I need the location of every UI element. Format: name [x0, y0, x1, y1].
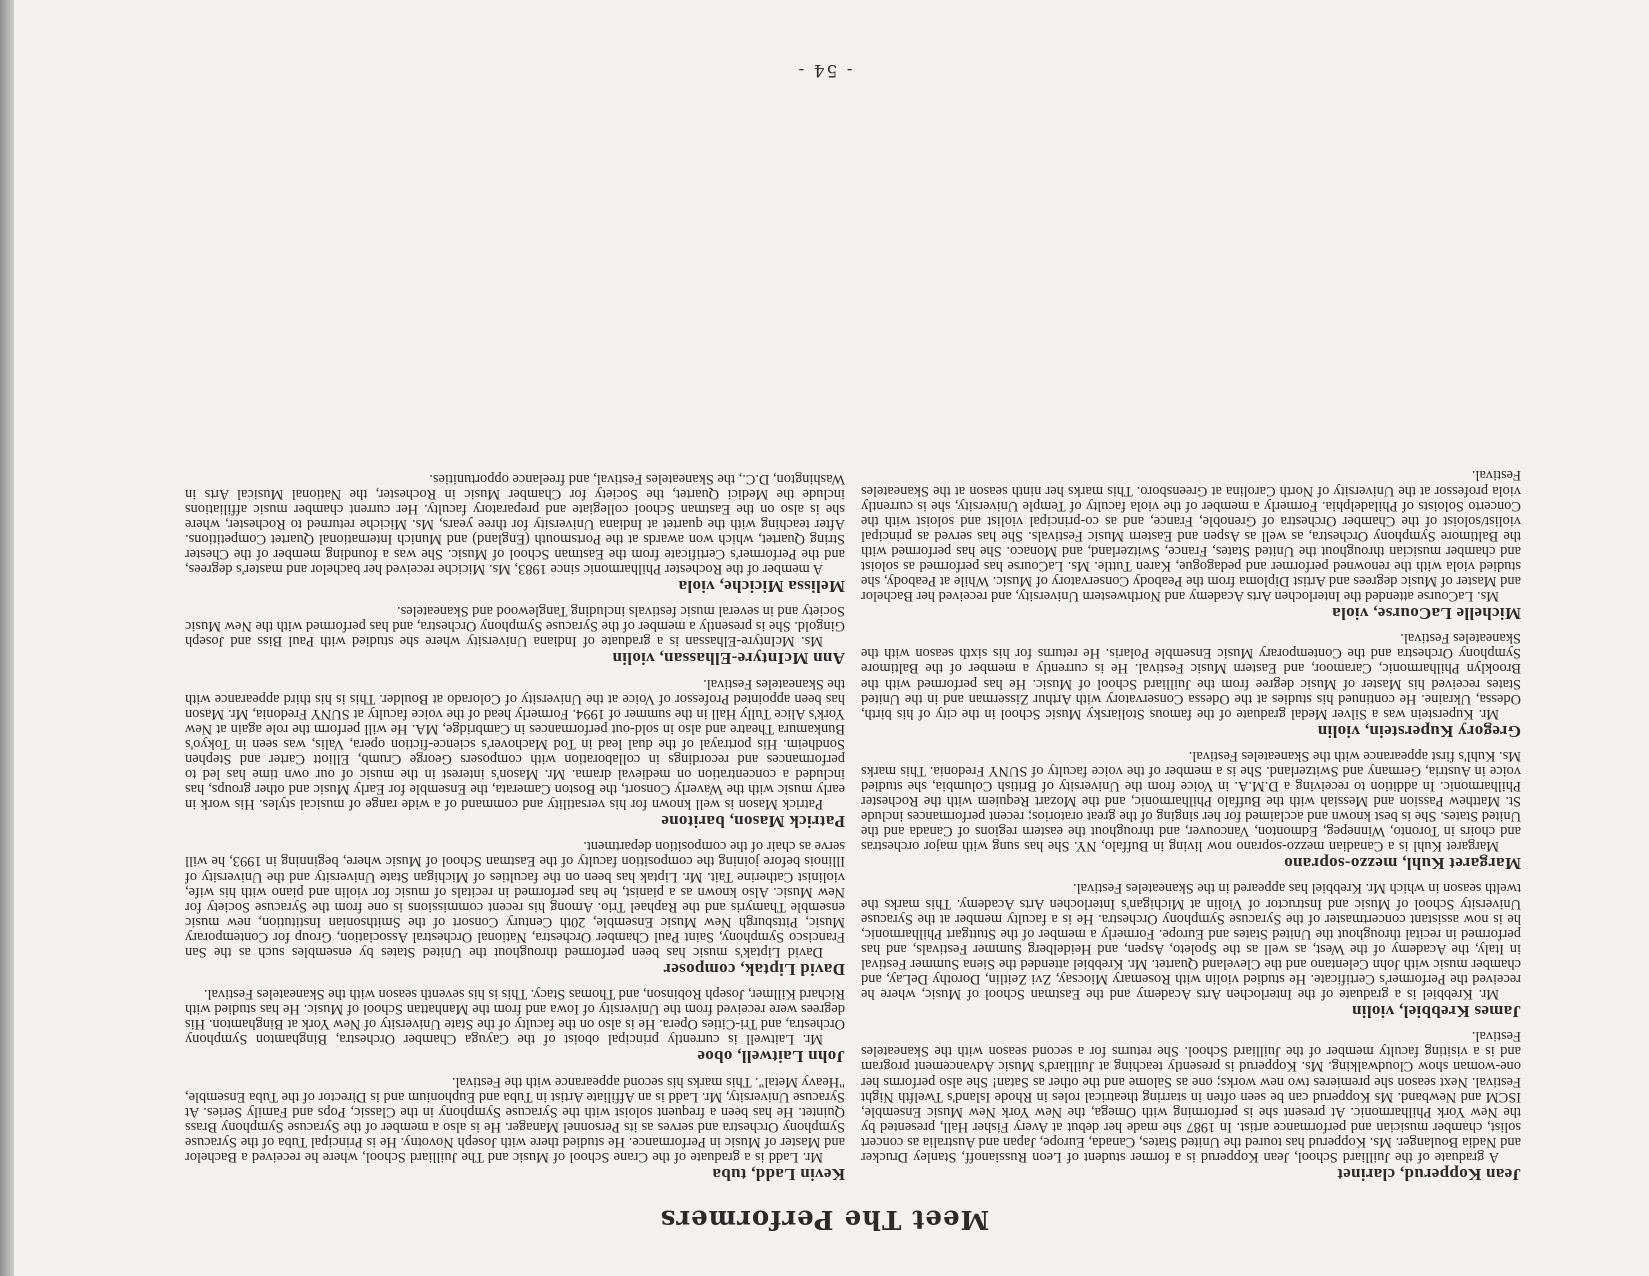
performer-role: tuba	[712, 1165, 747, 1184]
performer-bio: Mr. Kuperstein was a Silver Medal graduate of the famous Stoliarsky Music School in the city of his birth, Odessa, Ukraine. He continued his studies at the Odessa Conservatory with Arthur Zisserman and in the United States received his Master of Music degree from the Juilliard School of Music. He has performed with the Brooklyn Philharmonic, Caramoor, and Eastern Music Festival. He is currently a member of the Baltimore Symphony Orchestra and the Contemporary Music Ensemble Polaris. He returns for his sixth season with the Skaneateles Festival.	[861, 630, 1521, 722]
performer-bio: Mr. Ladd is a graduate of the Crane School of Music and The Juilliard School, where he received a Bachelor and Master of Music in Performance. He studied there with Joseph Novotny. He is Principal Tuba of the Syracuse Symphony Orchestra and serves as its Personnel Manager. He is also a member of the Syracuse Symphony Brass Quintet. He has been a frequent soloist with the Syracuse Symphony in the Classic, Pops and Family Series. At Syracuse University, Mr. Ladd is an Affiliate Artist in Tuba and Euphonium and is Director of the Tuba Ensemble, "Heavy Metal". This marks his second appearance with the Festival.	[185, 1073, 845, 1165]
performer-heading: Gregory Kuperstein, violin	[1317, 721, 1521, 741]
bio-entry	[861, 630, 1521, 741]
bio-entry	[185, 471, 845, 597]
performer-role: mezzo-soprano	[1283, 854, 1398, 874]
performer-bio: Ms. McIntyre-Elhassan is a graduate of Indiana University where she studied with Paul Biss and Joseph Gingold. She is presently a member of the Syracuse Symphony Orchestra, and has performed with the New Music Society and in several music festivals including Tanglewood and Skaneateles.	[185, 603, 845, 650]
performer-name: John Laitwell	[741, 1047, 845, 1067]
performer-heading: Ann McIntyre-Elhassan, violin	[612, 649, 845, 669]
performer-name: Michelle LaCourse	[1377, 604, 1521, 624]
performer-heading: Jean Kopperud, clarinet	[1336, 1165, 1521, 1184]
performer-bio: A graduate of the Juilliard School, Jean Kopperud is a former student of Leon Russianoff, Stanley Drucker and Nadia Boulanger. Ms. Kopperud has toured the United States, Canada, Europe, Japan and Australia as concert solist, chamber musician and performance artist. In 1987 she made her debut at Avery Fisher Hall, presented by the New York Philharmonic. At present she is performing with Omega, the New York New Music Ensemble, ISCM and Newband. Ms Kopperud can be seen often in starring theatrical roles in Rhode Island's Twelfth Night Festival. Next season she premieres two new works; one as Salome and the other as Satan! She also performs her one-woman show Cloudwalking. Ms. Kopperud is presently teaching at Juilliard's Music Advancement program and is a visiting faculty member of the Juilliard School. She returns for a second season with the Skaneateles Festival.	[861, 1028, 1521, 1165]
performer-name: Jean Kopperud	[1404, 1165, 1521, 1184]
performer-role: violin	[1351, 1002, 1395, 1022]
performer-name: Kevin Ladd	[755, 1165, 845, 1184]
performer-name: Ann McIntyre-Elhassan	[663, 649, 845, 669]
performer-bio: Mr. Krebbiel is a graduate of the Interlochen Arts Academy and the Eastman School of Music, where he received the Performer's Certificate. He studied violin with Rosemary Miocsay, Zvi Zeitlin, Dorothy DeLay, and chamber music with John Celentano and the Cleveland Quartet. Mr. Krebbiel attended the Siena Summer Festival in Italy, the Academy of the West, as well as the Spoleto, Aspen, and Heidelberg Summer Festivals, and has performed in recital throughout the United States and Europe. Formerly a member of the Stuttgart Philharmonic, he is now assistant concertmaster of the Syracuse Symphony Orchestra. He is a faculty member at the Syracuse University School of Music and Instructor of Violin at Michigan's Interlochen Arts Academy. This marks the twelth season in which Mr. Krebbiel has appeared in the Skaneateles Festival.	[861, 880, 1521, 1003]
right-column	[185, 464, 845, 1184]
performer-bio: Mr. Laitwell is currently principal oboist of the Cayuga Chamber Orchestra, Binghamton Symphony Orchestra, and Tri-Cities Opera. He is also on the faculty of the State University of New York at Binghamton. His degrees were received from the University of Iowa and from the Manhattan School of Music. He has studied with Richard Killmer, Joseph Robinson, and Thomas Stacy. This is his seventh season with the Skaneateles Festival.	[185, 986, 845, 1048]
performer-role: violin	[612, 649, 655, 669]
performer-name: Melissa Miciche	[723, 577, 845, 597]
performer-bio: Patrick Mason is well known for his versatility and command of a wide range of musical styles. His work in early music with the Waverly Consort, the Boston Camerata, the Ensemble for Early Music and other groups, has included a concentration on medieval drama. Mr. Mason's interest in the music of our own time has led to performances and recordings in collaboration with composers George Crumb, Elliott Carter and Stephen Sondheim. His portrayal of the dual lead in Tod Machover's science-fiction opera, Valis, was seen in Tokyo's Bunkamura Theatre and also in sold-out performances in Cambridge, MA. He will perform the role again at New York's Alice Tully Hall in the summer of 1994. Formerly head of the voice faculty at SUNY Fredonia, Mr. Mason has been appointed Professor of Voice at the University of Colorado at Boulder. This is his third appearance with the Skaneateles Festival.	[185, 675, 845, 813]
bio-entry	[185, 603, 845, 668]
performer-heading: Kevin Ladd, tuba	[712, 1165, 845, 1184]
performer-name: James Krebbiel	[1403, 1002, 1521, 1022]
performer-bio: A member of the Rochester Philharmonic since 1983, Ms. Miciche received her bachelor and master's degrees, and the Performer's Certificate from the Eastman School of Music. She was a founding member of the Chester String Quartet, which won awards at the Portsmouth (England) and Munich International Quartet Competitions. After teaching with the quartet at Indiana University for three years, Ms. Miciche returned to Rochester, where she is also on the Eastman School collegiate and preparatory faculty. Her current chamber music affiliations include the Medici Quartet, the Society for Chamber Music in Rochester, the National Musical Arts in Washington, D.C., the Skaneateles Festival, and freelance opportunities.	[185, 470, 845, 578]
performer-role: oboe	[697, 1047, 733, 1067]
performer-heading: Patrick Mason, baritone	[661, 812, 845, 832]
performer-bio: David Liptak's music has been performed throughout the United States by ensembles such as the San Francisco Symphony, Saint Paul Chamber Orchestra, National Orchestral Association, Group for Contemporary Music, Pittsburgh New Music Ensemble, 20th Century Consort of the Smithsonian Institution, new music ensemble Thamyris and the Raphael Trio. Among his recent commissions is one from the Syracuse Society for New Music. Also known as a pianist, he has performed in recitals of music for violin and piano with his wife, violinist Catherine Tait. Mr. Liptak has been on the faculties of Michigan State University and the University of Illinois before joining the composition faculty of the Eastman School of Music where, beginning in 1993, he will serve as chair of the composition department.	[185, 838, 845, 961]
bio-entry	[861, 467, 1521, 623]
left-column	[861, 460, 1521, 1184]
bio-entry	[861, 1028, 1521, 1184]
performer-role: baritone	[661, 812, 725, 832]
page-number: - 54 -	[796, 60, 853, 80]
performer-bio: Margaret Kuhl is a Canadian mezzo-soprano now living in Buffalo, NY. She has sung with major orchestras and choirs in Toronto, Winnepeg, Edmonton, Vancouver, and throughout the eastern regions of Canada and the United States. She is best known and acclaimed for her singing of the great oratorios; recent performances include St. Matthew Passion and Messiah with the Buffalo Philharmonic, and the Mozart Requiem with the Rochester Philharmonic. In addition to receiving a D.M.A. in Voice from the University of British Columbia, she studied voice in Austria, Germany and Switzerland. She is a member of the voice faculty of SUNY Fredonia. This marks Ms. Kuhl's first appearance with the Skaneateles Festival.	[861, 747, 1521, 855]
bio-entry	[185, 986, 845, 1066]
performer-role: composer	[663, 960, 736, 980]
performer-role: viola	[1332, 604, 1369, 624]
performer-bio: Ms. LaCourse attended the Interlochen Arts Academy and Northwestern University, and received her Bachelor and Master of Music degrees and Artist Diploma from the Peabody Conservatory of Music. While at Peabody, she studied viola with the renowned performer and pedagogue, Karen Tuttle. Ms. LaCourse has performed as soloist and chamber musician throughout the United States, France, Switzerland, and Monaco. She has performed with the Baltimore Symphony Orchestra, as well as Aspen and Eastern Music Festivals. She has served as principal violist/soloist of the Chamber Orchestra of Grenoble, France, and as co-principal violist and soloist with the Concerto Soloists of Philadelphia. Formerly a member of the viola faculty of Temple University, she is currently viola professor at the University of North Carolina at Greensboro. This marks her ninth season at the Skaneateles Festival.	[861, 467, 1521, 605]
performer-heading: Melissa Miciche, viola	[678, 577, 845, 597]
performer-heading: Michelle LaCourse, viola	[1332, 604, 1521, 624]
performer-name: Margaret Kuhl	[1406, 854, 1521, 874]
performer-heading: David Liptak, composer	[663, 960, 845, 980]
page-title: Meet The Performers	[659, 1204, 990, 1234]
performer-role: clarinet	[1336, 1165, 1396, 1184]
performer-name: Patrick Mason	[733, 812, 845, 832]
bio-entry	[185, 838, 845, 979]
performer-name: Gregory Kuperstein	[1369, 721, 1521, 741]
performer-role: violin	[1317, 721, 1360, 741]
bio-entry	[861, 880, 1521, 1021]
performer-role: viola	[678, 577, 715, 597]
performer-heading: John Laitwell, oboe	[697, 1047, 845, 1067]
bio-entry	[185, 1073, 845, 1184]
performer-name: David Liptak	[744, 960, 845, 980]
bio-entry	[185, 675, 845, 831]
performer-heading: James Krebbiel, violin	[1351, 1002, 1521, 1022]
bio-entry	[861, 748, 1521, 874]
performer-heading: Margaret Kuhl, mezzo-soprano	[1283, 854, 1521, 874]
